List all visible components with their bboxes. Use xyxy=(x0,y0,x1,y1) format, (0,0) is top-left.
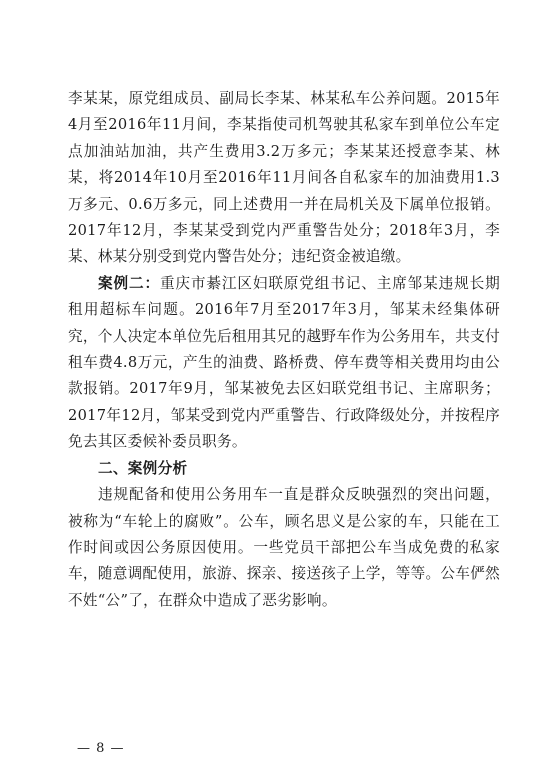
page-number: — 8 — xyxy=(77,741,125,756)
paragraph-case2 xyxy=(68,271,500,456)
case2-lead: 案例二： xyxy=(98,274,160,292)
paragraph-case1-continuation: 李某某，原党组成员、副局长李某、林某私车公养问题。2015年4月至2016年11月间，李某指使司机驾驶其私家车到单位公车定点加油站加油，共产生费用3.2万多元；李某某还授意李某、林某，将2014年10月至2016年11月间各自私家车的加油费用1.3万多元、0.6万多元，同上述费用一并在局机关及下属单位报销。2017年12月，李某某受到党内严重警告处分；2018年3月，李某、林某分别受到党内警告处分；违纪资金被追缴。 xyxy=(68,90,500,266)
section-heading-case-analysis: 二、案例分析 xyxy=(98,459,188,477)
paragraph-analysis: 违规配备和使用公务用车一直是群众反映强烈的突出问题，被称为“车轮上的腐败”。公车，顾名思义是公家的车，只能在工作时间或因公务原因使用。一些党员干部把公车当成免费的私家车，随意调配使用，旅游、探亲、接送孩子上学，等等。公车俨然不姓“公”了，在群众中造成了恶劣影响。 xyxy=(68,486,500,609)
document-body xyxy=(68,86,500,614)
case2-body: 重庆市綦江区妇联原党组书记、主席邹某违规长期租用超标车问题。2016年7月至2017年3月，邹某未经集体研究，个人决定本单位先后租用其兄的越野车作为公务用车，共支付租车费4.8万元，产生的油费、路桥费、停车费等相关费用均由公款报销。2017年9月，邹某被免去区妇联党组书记、主席职务；2017年12月，邹某受到党内严重警告、行政降级处分，并按程序免去其区委候补委员职务。 xyxy=(68,274,500,451)
